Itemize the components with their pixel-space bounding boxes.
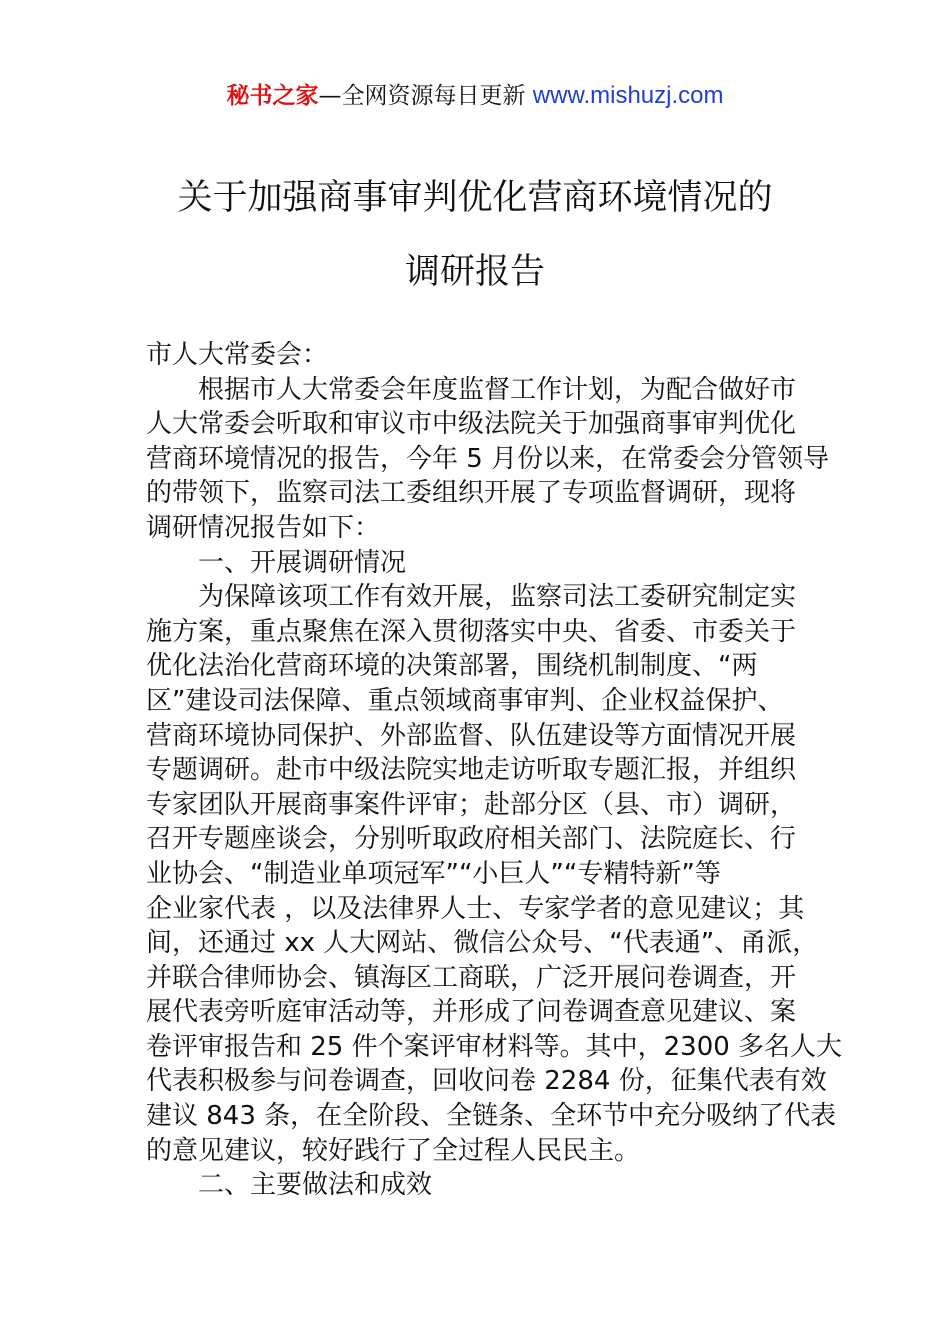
paragraph-line: 根据市人大常委会年度监督工作计划，为配合做好市	[198, 374, 797, 405]
paragraph-line: 营商环境协同保护、外部监督、队伍建设等方面情况开展	[146, 720, 797, 751]
document-body	[146, 338, 846, 1203]
site-url-link[interactable]: www.mishuzj.com	[532, 82, 724, 109]
paragraph-line: 代表积极参与问卷调查，回收问卷 2284 份，征集代表有效	[146, 1066, 827, 1097]
paragraph-line: 并联合律师协会、镇海区工商联，广泛开展问卷调查，开	[146, 962, 797, 993]
paragraph-line: 专家团队开展商事案件评审；赴部分区（县、市）调研，	[146, 789, 797, 820]
paragraph-line: 调研情况报告如下：	[146, 512, 381, 543]
paragraph-line: 建议 843 条，在全阶段、全链条、全环节中充分吸纳了代表	[146, 1101, 837, 1132]
paragraph-line: 区”建设司法保障、重点领域商事审判、企业权益保护、	[146, 685, 784, 716]
paragraph-line: 间，还通过 xx 人大网站、微信公众号、“代表通”、甬派，	[146, 928, 819, 959]
paragraph-line: 的意见建议，较好践行了全过程人民民主。	[146, 1135, 641, 1166]
site-brand: 秘书之家	[226, 83, 319, 109]
paragraph-line: 卷评审报告和 25 件个案评审材料等。其中，2300 多名人大	[146, 1031, 843, 1062]
paragraph-line: 召开专题座谈会，分别听取政府相关部门、法院庭长、行	[146, 824, 797, 855]
paragraph-line: 人大常委会听取和审议市中级法院关于加强商事审判优化	[146, 409, 797, 440]
site-header	[0, 80, 950, 112]
section-heading: 二、主要做法和成效	[198, 1170, 433, 1201]
document-title-line-1: 关于加强商事审判优化营商环境情况的	[177, 178, 773, 218]
salutation: 市人大常委会：	[146, 340, 329, 370]
paragraph-line: 展代表旁听庭审活动等，并形成了问卷调查意见建议、案	[146, 997, 797, 1028]
paragraph-line: 的带领下，监察司法工委组织开展了专项监督调研，现将	[146, 478, 797, 509]
paragraph-line: 专题调研。赴市中级法院实地走访听取专题汇报，并组织	[146, 755, 797, 786]
site-tagline: —全网资源每日更新	[318, 83, 526, 109]
paragraph-line: 企业家代表 ，以及法律界人士、专家学者的意见建议；其	[146, 893, 805, 924]
paragraph-line: 业协会、“制造业单项冠军”“小巨人”“专精特新”等	[146, 858, 721, 889]
paragraph-line: 施方案，重点聚焦在深入贯彻落实中央、省委、市委关于	[146, 616, 797, 647]
document-title-line-2: 调研报告	[404, 252, 545, 292]
paragraph-line: 营商环境情况的报告，今年 5 月份以来，在常委会分管领导	[146, 443, 830, 474]
paragraph-line: 为保障该项工作有效开展，监察司法工委研究制定实	[198, 582, 797, 613]
paragraph-line: 优化法治化营商环境的决策部署，围绕机制制度、“两	[146, 651, 758, 682]
section-heading: 一、开展调研情况	[198, 547, 407, 578]
